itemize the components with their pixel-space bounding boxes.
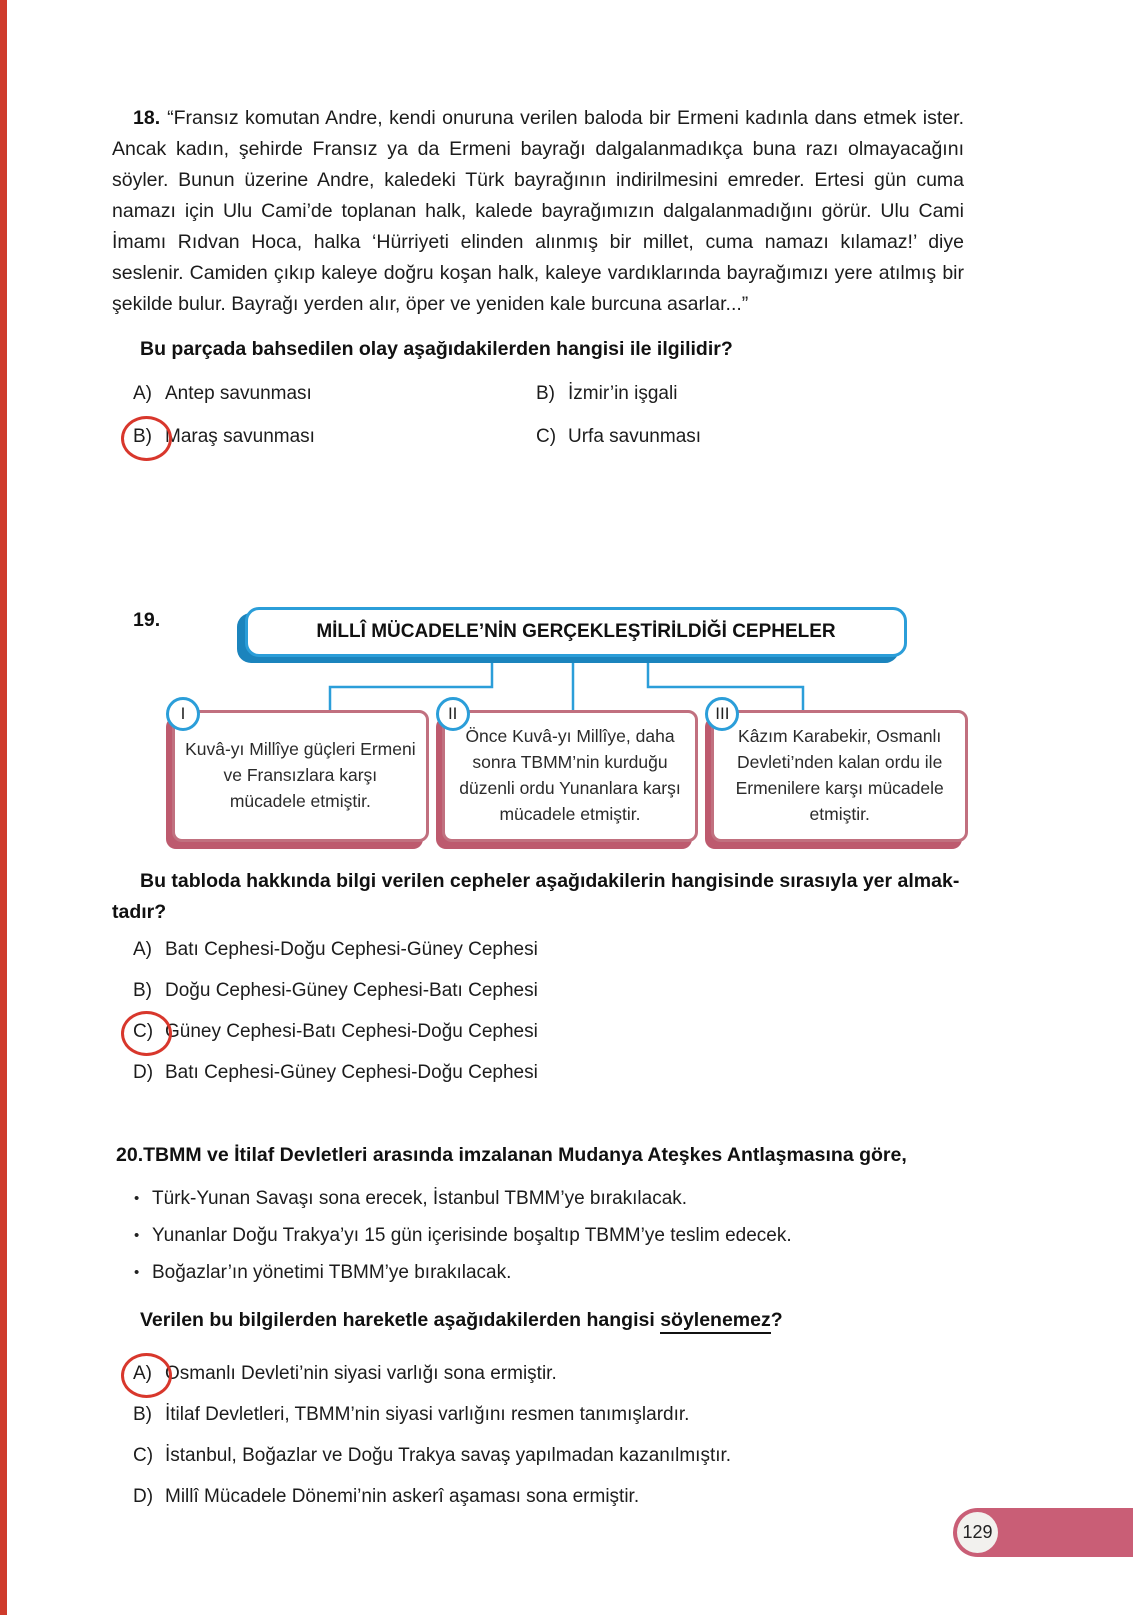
q19-option-a [133, 938, 964, 962]
q19-question [112, 866, 964, 928]
q19-option-b [133, 979, 964, 1003]
q19-option-b-text: Doğu Cephesi-Güney Cephesi-Batı Cephesi [165, 980, 538, 1001]
q18-passage-text: “Fransız komutan Andre, kendi onuruna verilen baloda bir Ermeni kadınla dans etmek ister. Ancak kadın, şehirde Fransız ya da Ermeni bayrağı dalgalanmadıkça buna razı olmayacağını söyler. Bunun üzerine Andre, kaledeki Türk bayrağının indirilmesini emreder. Ertesi gün cuma namazı için Ulu Cami’de toplanan halk, kalede bayrağımızın dalgalanmadığını görür. Ulu Cami İmamı Rıdvan Hoca, halka ‘Hürriyeti elinden alınmış bir millet, cuma namazı kılamaz!’ diye seslenir. Camiden çıkıp kaleye doğru koşan halk, kaleye vardıklarında bayrağımızı yere atılmış bir şekilde bulur. Bayrağı yerden alır, öper ve yeniden kale burcuna asarlar...” [112, 107, 964, 315]
q20-option-c [133, 1444, 964, 1468]
diagram-node-3-text: Kâzım Karabekir, Osmanlı Devleti’nden kalan ordu ile Ermenilere karşı mücadele etmiştir. [735, 726, 944, 824]
q20-option-d-text: Millî Mücadele Dönemi’nin askerî aşaması sona ermiştir. [165, 1486, 640, 1507]
diagram-node-2 [442, 704, 699, 842]
q18-answer-circle: B) [133, 425, 165, 449]
q20-question-prefix: Verilen bu bilgilerden hareketle aşağıdakilerden hangisi [140, 1309, 661, 1331]
diagram-node-1 [172, 704, 429, 842]
q18-option-c [536, 425, 964, 449]
diagram-title: MİLLÎ MÜCADELE’NİN GERÇEKLEŞTİRİLDİĞİ CEPHELER [316, 621, 836, 642]
q20-option-a [133, 1362, 964, 1386]
q18-option-b-left-text: Maraş savunması [165, 426, 315, 447]
q19-question-line1: Bu tabloda hakkında bilgi verilen cepheler aşağıdakilerin hangisinde sırasıyla yer almak- [140, 870, 960, 892]
diagram-nodes [172, 704, 968, 842]
q20-option-b-text: İtilaf Devletleri, TBMM’nin siyasi varlığını resmen tanımışlardır. [165, 1404, 690, 1425]
page-number-pill [953, 1508, 1133, 1557]
numeral-badge-1: I [166, 697, 200, 731]
q20-bullet-3: • Boğazlar’ın yönetimi TBMM’ye bırakılacak. [112, 1261, 964, 1285]
connector-left [330, 657, 492, 710]
q19-option-d [133, 1061, 964, 1085]
q20-option-c-text: İstanbul, Boğazlar ve Doğu Trakya savaş yapılmadan kazanılmıştır. [165, 1445, 732, 1466]
q20-option-d-label: D) [133, 1486, 154, 1507]
question-19 [112, 607, 964, 1085]
q19-option-c [133, 1020, 964, 1044]
diagram-node-2-text: Önce Kuvâ-yı Millîye, daha sonra TBMM’nin kurduğu düzenli ordu Yunanlara karşı mücadele etmiştir. [459, 726, 681, 824]
q20-option-d [133, 1485, 964, 1509]
q20-option-b-label: B) [133, 1404, 152, 1425]
q20-intro-text: TBMM ve İtilaf Devletleri arasında imzalanan Mudanya Ateşkes Antlaşmasına göre, [143, 1144, 907, 1166]
diagram-title-box [245, 607, 907, 657]
q18-option-c-text: Urfa savunması [568, 426, 702, 447]
q18-option-a-text: Antep savunması [165, 383, 312, 404]
diagram-node-3 [711, 704, 968, 842]
q20-intro [116, 1140, 964, 1171]
q18-question: Bu parçada bahsedilen olay aşağıdakilerden hangisi ile ilgilidir? [140, 338, 733, 360]
q20-question-underlined: söylenemez [660, 1309, 771, 1334]
q19-option-a-text: Batı Cephesi-Doğu Cephesi-Güney Cephesi [165, 939, 538, 960]
q18-option-b-right [536, 382, 964, 406]
q20-number: 20. [116, 1144, 144, 1166]
q19-option-d-label: D) [133, 1062, 154, 1083]
q19-number: 19. [133, 609, 161, 631]
q18-options [112, 382, 964, 449]
q18-option-b-right-text: İzmir’in işgali [568, 383, 678, 404]
diagram-node-1-text: Kuvâ-yı Millîye güçleri Ermeni ve Fransızlara karşı mücadele etmiştir. [185, 739, 416, 811]
q20-options [112, 1362, 964, 1509]
q20-question [140, 1305, 964, 1336]
question-20 [112, 1140, 964, 1509]
q18-passage [112, 103, 964, 320]
q18-option-b-left [133, 425, 536, 449]
q18-option-c-label: C) [536, 426, 557, 447]
numeral-badge-2: II [436, 697, 470, 731]
question-18 [112, 103, 964, 449]
q19-option-b-label: B) [133, 980, 152, 1001]
q19-option-d-text: Batı Cephesi-Güney Cephesi-Doğu Cephesi [165, 1062, 538, 1083]
numeral-badge-3: III [705, 697, 739, 731]
q20-bullets [112, 1187, 964, 1285]
q20-option-c-label: C) [133, 1445, 154, 1466]
q18-option-a [133, 382, 536, 406]
fronts-diagram [172, 607, 968, 842]
page-edge-stripe [0, 0, 7, 1615]
q20-option-a-text: Osmanlı Devleti’nin siyasi varlığı sona ermiştir. [165, 1363, 557, 1384]
q19-question-line2: tadır? [112, 901, 167, 923]
connector-lines [172, 657, 968, 710]
q20-option-b [133, 1403, 964, 1427]
page-number-badge [957, 1512, 998, 1553]
q19-option-a-label: A) [133, 939, 152, 960]
page-number: 129 [962, 1522, 993, 1542]
q20-bullet-2: • Yunanlar Doğu Trakya’yı 15 gün içerisinde boşaltıp TBMM’ye teslim edecek. [112, 1224, 964, 1248]
q19-option-c-text: Güney Cephesi-Batı Cephesi-Doğu Cephesi [165, 1021, 538, 1042]
q20-bullet-1: • Türk-Yunan Savaşı sona erecek, İstanbul TBMM’ye bırakılacak. [112, 1187, 964, 1211]
q19-answer-circle: C) [133, 1020, 165, 1044]
q18-option-b-right-label: B) [536, 383, 555, 404]
q19-options [112, 938, 964, 1085]
page-content [112, 0, 964, 1526]
q18-number: 18. [133, 107, 161, 129]
q18-option-a-label: A) [133, 383, 152, 404]
q20-answer-circle: A) [133, 1362, 165, 1386]
q20-question-suffix: ? [770, 1309, 783, 1331]
